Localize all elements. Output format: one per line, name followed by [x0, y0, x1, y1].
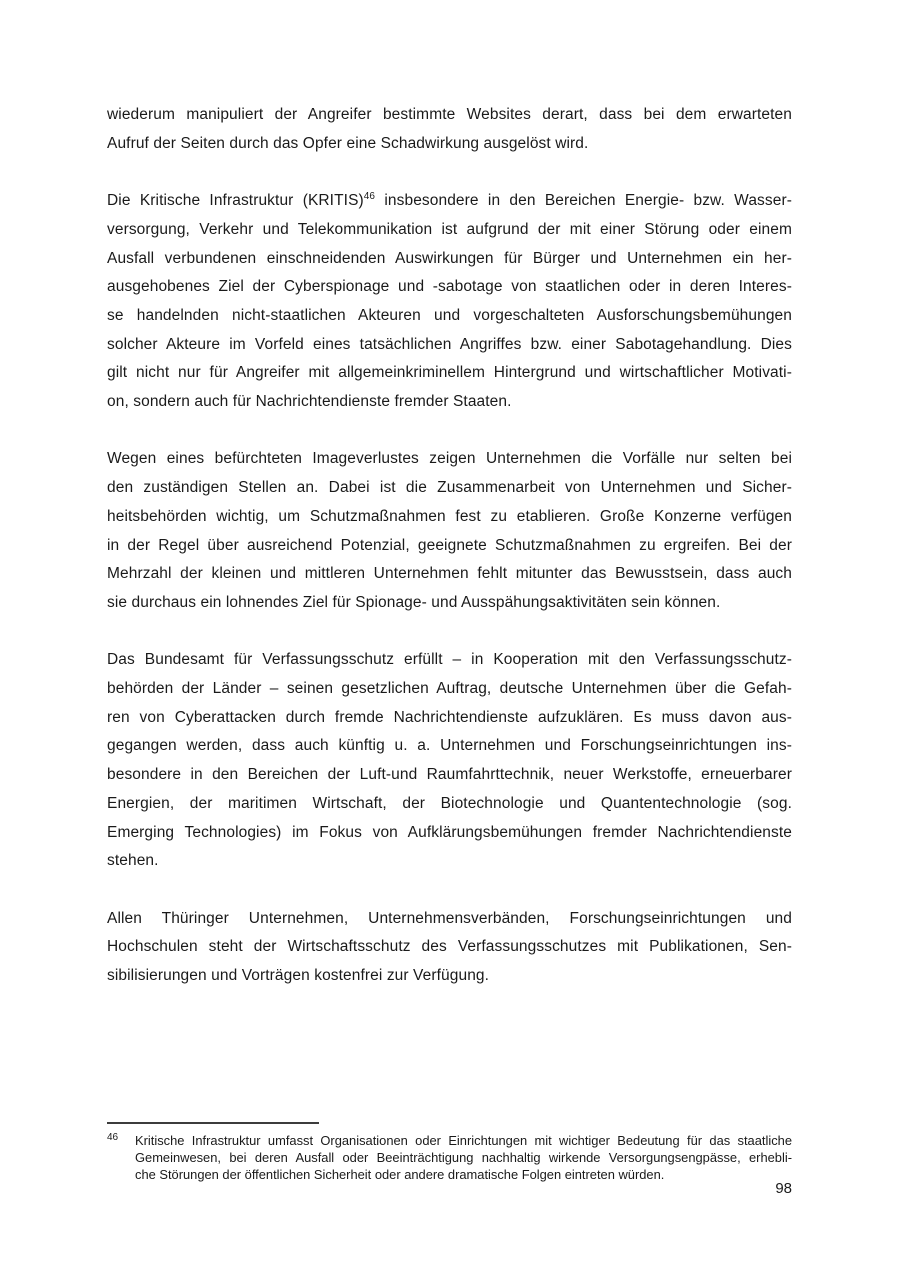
- paragraph: [107, 905, 792, 991]
- text-line: versorgung, Verkehr und Telekommunikation ist aufgrund der mit einer Störung oder einem: [107, 220, 792, 238]
- text-line: ren von Cyberattacken durch fremde Nachrichtendienste aufzuklären. Es muss davon aus-: [107, 708, 792, 726]
- paragraph: [107, 445, 792, 617]
- footnote-line: Gemeinwesen, bei deren Ausfall oder Beeinträchtigung nachhaltig wirkende Versorgungsengpässe, erhebli-: [135, 1150, 792, 1165]
- text-line: wiederum manipuliert der Angreifer bestimmte Websites derart, dass bei dem erwarteten: [107, 106, 792, 123]
- footnote-separator: [107, 1122, 319, 1124]
- text-line: ausgehobenes Ziel der Cyberspionage und -sabotage von staatlichen oder in deren Interes-: [107, 278, 792, 296]
- text-line: se handelnden nicht-staatlichen Akteuren und vorgeschalteten Ausforschungsbemühungen: [107, 306, 792, 324]
- footnote: [107, 1122, 792, 1183]
- text-line: besondere in den Bereichen der Luft-und Raumfahrttechnik, neuer Werkstoffe, erneuerbarer: [107, 766, 792, 784]
- text-line: behörden der Länder – seinen gesetzlichen Auftrag, deutsche Unternehmen über die Gefah-: [107, 680, 792, 698]
- text-line: Ausfall verbundenen einschneidenden Auswirkungen für Bürger und Unternehmen ein her-: [107, 249, 792, 267]
- text-line: sibilisierungen und Vorträgen kostenfrei zur Verfügung.: [107, 967, 490, 985]
- text-line: Mehrzahl der kleinen und mittleren Unternehmen fehlt mitunter das Bewusstsein, dass auch: [107, 565, 792, 583]
- text-line: Hochschulen steht der Wirtschaftsschutz des Verfassungsschutzes mit Publikationen, Sen-: [107, 938, 792, 956]
- text-line: heitsbehörden wichtig, um Schutzmaßnahmen fest zu etablieren. Große Konzerne verfügen: [107, 507, 792, 525]
- footnote-text: [135, 1132, 792, 1183]
- text-line: Energien, der maritimen Wirtschaft, der Biotechnologie und Quantentechnologie (sog.: [107, 794, 792, 812]
- footnote-marker: 46: [107, 1132, 119, 1143]
- text-line: in der Regel über ausreichend Potenzial, geeignete Schutzmaßnahmen zu ergreifen. Bei der: [107, 536, 792, 554]
- paragraph: [107, 101, 792, 158]
- footnote-body: [107, 1132, 792, 1183]
- text-line: gegangen werden, dass auch künftig u. a. Unternehmen und Forschungseinrichtungen ins-: [107, 737, 792, 755]
- text-line: sie durchaus ein lohnendes Ziel für Spionage- und Ausspähungsaktivitäten sein können.: [107, 593, 721, 611]
- text-line: Emerging Technologies) im Fokus von Aufklärungsbemühungen fremder Nachrichtendienste: [107, 823, 792, 841]
- page-number: 98: [775, 1180, 792, 1197]
- text-line: Aufruf der Seiten durch das Opfer eine Schadwirkung ausgelöst wird.: [107, 134, 589, 152]
- text-line: den zuständigen Stellen an. Dabei ist die Zusammenarbeit von Unternehmen und Sicher-: [107, 479, 792, 497]
- paragraph: [107, 187, 792, 417]
- text-line: Die Kritische Infrastruktur (KRITIS)$^{46}$ insbesondere in den Bereichen Energie- bzw. Wasser-: [107, 190, 792, 210]
- text-line: on, sondern auch für Nachrichtendienste fremder Staaten.: [107, 393, 512, 411]
- text-line: Allen Thüringer Unternehmen, Unternehmensverbänden, Forschungseinrichtungen und: [107, 909, 792, 927]
- footnote-line: che Störungen der öffentlichen Sicherheit oder andere dramatische Folgen eintreten würden.: [135, 1167, 665, 1182]
- text-line: Wegen eines befürchteten Imageverlustes zeigen Unternehmen die Vorfälle nur selten bei: [107, 450, 792, 468]
- paragraph: [107, 646, 792, 876]
- footnote-line: Kritische Infrastruktur umfasst Organisationen oder Einrichtungen mit wichtiger Bedeutung für das staatliche: [135, 1133, 792, 1148]
- document-body: [107, 101, 792, 1019]
- text-line: gilt nicht nur für Angreifer mit allgemeinkriminellem Hintergrund und wirtschaftlicher Motivati-: [107, 364, 792, 382]
- footnote-reference: 46: [363, 190, 376, 202]
- text-line: solcher Akteure im Vorfeld eines tatsächlichen Angriffes bzw. einer Sabotagehandlung. Dies: [107, 335, 792, 353]
- text-line: stehen.: [107, 852, 159, 870]
- text-line: Das Bundesamt für Verfassungsschutz erfüllt – in Kooperation mit den Verfassungsschutz-: [107, 651, 792, 669]
